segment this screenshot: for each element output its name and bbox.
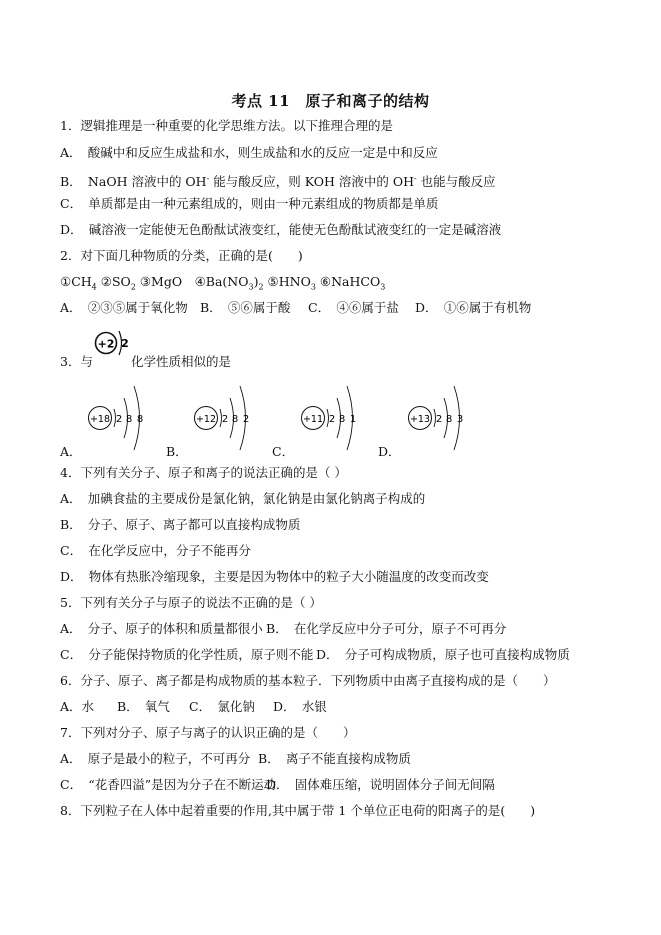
atom-a-shell-1: 2: [115, 414, 123, 425]
q1-option-a: A． 酸碱中和反应生成盐和水，则生成盐和水的反应一定是中和反应: [60, 145, 438, 160]
q2-option-b: B． ⑤⑥属于酸: [200, 300, 291, 315]
q6-stem: 6．分子、原子、离子都是构成物质的基本粒子．下列物质中由离子直接构成的是（ ）: [60, 673, 556, 688]
q4-option-c: C． 在化学反应中，分子不能再分: [60, 543, 251, 558]
q7-stem: 7．下列对分子、原子与离子的认识正确的是（ ）: [60, 725, 356, 740]
q5-option-d: D． 分子可构成物质，原子也可直接构成物质: [316, 647, 570, 662]
q6-option-b: B． 氧气: [117, 699, 170, 714]
atom-d-nucleus: +13: [409, 414, 431, 425]
q3-atom-d-diagram: [404, 376, 480, 456]
q3-atom-c-diagram: [297, 376, 373, 456]
q6-option-d: D． 水银: [273, 699, 327, 714]
q3-option-b-label: B．: [166, 444, 188, 459]
atom-b-shell-3: 2: [242, 414, 250, 425]
q3-atom-a-diagram: [84, 376, 160, 456]
atom-b-shell-2: 8: [231, 414, 239, 425]
atom-d-shell-1: 2: [435, 414, 443, 425]
ref-shell-label: 2: [121, 337, 129, 350]
atom-d-shell-3: 3: [456, 414, 464, 425]
q2-option-a: A． ②③⑤属于氧化物: [60, 300, 188, 315]
q2-option-d: D． ①⑥属于有机物: [415, 300, 532, 315]
atom-c-shell-1: 2: [328, 414, 336, 425]
ref-nucleus-label: +2: [97, 337, 115, 351]
q3-option-d-label: D．: [378, 444, 401, 459]
q2-stem: 2．对下面几种物质的分类，正确的是( ): [60, 248, 303, 263]
q7-option-d: D． 固体难压缩，说明固体分子间无间隔: [266, 777, 495, 792]
q4-option-a: A． 加碘食盐的主要成份是氯化钠，氯化钠是由氯化钠离子构成的: [60, 491, 426, 506]
q1-option-b: B． NaOH 溶液中的 OH- 能与酸反应，则 KOH 溶液中的 OH- 也能与酸反应: [60, 174, 496, 190]
q3-option-c-label: C．: [272, 444, 295, 459]
atom-b-shell-1: 2: [221, 414, 229, 425]
atom-d-shell-2: 8: [445, 414, 453, 425]
q4-stem: 4．下列有关分子、原子和离子的说法正确的是（ ）: [60, 465, 347, 480]
q5-option-a: A． 分子、原子的体积和质量都很小: [60, 621, 263, 636]
q1-stem: 1．逻辑推理是一种重要的化学思维方法。以下推理合理的是: [60, 118, 393, 133]
q4-option-b: B． 分子、原子、离子都可以直接构成物质: [60, 517, 301, 532]
q4-option-d: D． 物体有热胀冷缩现象，主要是因为物体中的粒子大小随温度的改变而改变: [60, 569, 489, 584]
atom-c-nucleus: +11: [302, 414, 324, 425]
atom-b-nucleus: +12: [195, 414, 217, 425]
atom-a-nucleus: +18: [89, 414, 111, 425]
q5-option-c: C． 分子能保持物质的化学性质，原子则不能: [60, 647, 314, 662]
q2-substances: $①CH_4$ $②SO_2$ ③MgO $④Ba(NO_3)_2$ $⑤HNO_3$ ⑥NaHCO$_3$: [60, 274, 386, 292]
atom-a-shell-3: 8: [136, 414, 144, 425]
q8-stem: 8．下列粒子在人体中起着重要的作用,其中属于带 1 个单位正电荷的阳离子的是( ): [60, 803, 536, 818]
page-title: 考点 11 原子和离子的结构: [231, 92, 430, 110]
atom-c-shell-3: 1: [349, 414, 357, 425]
q5-stem: 5．下列有关分子与原子的说法不正确的是（ ）: [60, 595, 322, 610]
q6-option-c: C． 氯化钠: [189, 699, 255, 714]
atom-a-shell-2: 8: [125, 414, 133, 425]
q3-option-a-label: A．: [60, 444, 82, 459]
q5-option-b: B． 在化学反应中分子可分，原子不可再分: [266, 621, 507, 636]
q2-option-c: C． ④⑥属于盐: [308, 300, 399, 315]
q3-stem-prefix: 3．与: [60, 354, 93, 369]
q3-atom-b-diagram: [190, 376, 266, 456]
q3-stem-suffix: 化学性质相似的是: [131, 354, 232, 369]
q1-option-d: D． 碱溶液一定能使无色酚酞试液变红，能使无色酚酞试液变红的一定是碱溶液: [60, 222, 502, 237]
atom-c-shell-2: 8: [338, 414, 346, 425]
q7-option-a: A． 原子是最小的粒子，不可再分: [60, 751, 251, 766]
q6-option-a: A．水: [60, 699, 95, 714]
q1-option-c: C． 单质都是由一种元素组成的，则由一种元素组成的物质都是单质: [60, 196, 439, 211]
q7-option-b: B． 离子不能直接构成物质: [258, 751, 411, 766]
q3-reference-atom-diagram: [88, 326, 132, 366]
q7-option-c: C． “花香四溢”是因为分子在不断运动: [60, 777, 277, 792]
